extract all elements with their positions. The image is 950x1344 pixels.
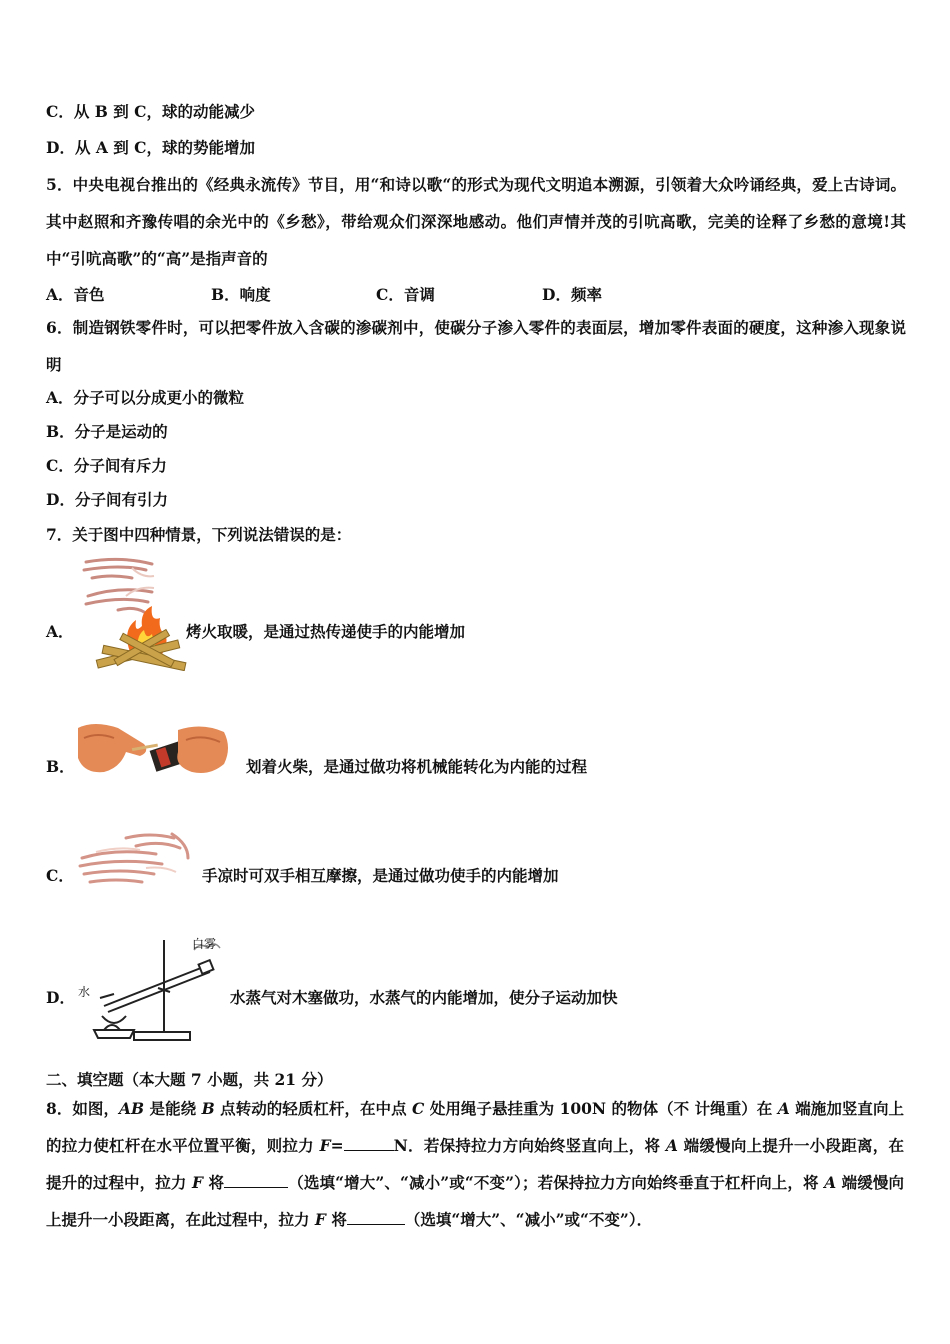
q8-text: 是能绕 <box>144 1099 202 1118</box>
campfire-hands-image <box>82 556 202 671</box>
q8-text: 8．如图， <box>46 1099 119 1118</box>
q7-option-d-text: 水蒸气对木塞做功，水蒸气的内能增加，使分子运动加快 <box>230 988 618 1007</box>
q6-option-b: B．分子是运动的 <box>46 422 168 441</box>
q7-option-c-text: 手凉时可双手相互摩擦，是通过做功使手的内能增加 <box>202 866 559 885</box>
q8-var-b: B <box>201 1099 215 1118</box>
q7-option-b-label: B． <box>46 757 75 776</box>
question-6: 6．制造钢铁零件时，可以把零件放入含碳的渗碳剂中，使碳分子渗入零件的表面层，增加零件表面的硬度，这种渗入现象说明 <box>46 318 906 374</box>
q8-text: N．若保持拉力方向始终竖直向上，将 <box>393 1136 666 1155</box>
q7-option-d-label: D． <box>46 988 75 1007</box>
steam-cork-apparatus-image <box>74 936 224 1044</box>
q8-text: 端缓慢向上提升一小段距离，在提升的过程中，拉力 <box>46 1136 904 1192</box>
q5-option-a: A．音色 <box>46 285 105 304</box>
match-striking-image <box>74 718 234 780</box>
q8-text: = <box>330 1136 344 1155</box>
q5-option-d: D．频率 <box>542 285 602 304</box>
q8-var-a: A <box>777 1099 790 1118</box>
q8-text: （选填“增大”、“减小”或“不变”）；若保持拉力方向始终垂直于杠杆向上，将 <box>288 1173 825 1192</box>
q8-text: 将 <box>325 1210 347 1229</box>
question-7: 7．关于图中四种情景，下列说法错误的是： <box>46 525 352 544</box>
q8-var-f: F <box>314 1210 326 1229</box>
q8-text: （选填“增大”、“减小”或“不变”）． <box>404 1210 653 1229</box>
q7-option-c-label: C． <box>46 866 74 885</box>
water-label: 水 <box>78 985 91 999</box>
q8-var-f: F <box>192 1173 204 1192</box>
option-d-prev: D．从 A 到 C，球的势能增加 <box>46 138 255 157</box>
q6-option-d: D．分子间有引力 <box>46 490 168 509</box>
answer-blank-1[interactable] <box>344 1136 394 1151</box>
q7-option-b-text: 划着火柴，是通过做功将机械能转化为内能的过程 <box>246 757 588 776</box>
answer-blank-2[interactable] <box>224 1173 288 1188</box>
rubbing-hands-image <box>76 828 200 894</box>
q5-option-c: C．音调 <box>376 285 435 304</box>
option-c-prev: C．从 B 到 C，球的动能减少 <box>46 102 255 121</box>
q8-var-a: A <box>665 1136 678 1155</box>
q8-var-f: F <box>319 1136 331 1155</box>
q8-var-a: A <box>824 1173 837 1192</box>
q7-option-a-text: 烤火取暖，是通过热传递使手的内能增加 <box>186 622 466 641</box>
q5-option-b: B．响度 <box>211 285 271 304</box>
q8-var-ab: AB <box>118 1099 145 1118</box>
mist-label: 白雾 <box>192 937 217 951</box>
q7-option-a-label: A． <box>46 622 74 641</box>
q8-text: 端缓慢向上提升一小段距离，在此过程中，拉力 <box>46 1173 904 1229</box>
q8-var-c: C <box>412 1099 425 1118</box>
section-2-title: 二、填空题（本大题 7 小题，共 21 分） <box>46 1070 333 1089</box>
question-5: 5．中央电视台推出的《经典永流传》节目，用“和诗以歌“的形式为现代文明追本溯源，引领着大众吟诵经典，爱上古诗词。其中赵照和齐豫传唱的余光中的《乡愁》，带给观众们深深地感动。他们声情并茂的引吭高歌，完美的诠释了乡愁的意境!其中“引吭高歌”的“高”是指声音的 <box>46 175 906 268</box>
q8-text: 将 <box>203 1173 225 1192</box>
q6-option-c: C．分子间有斥力 <box>46 456 167 475</box>
q8-text: 点转动的轻质杠杆，在中点 <box>214 1099 413 1118</box>
q8-text: 处用绳子悬挂重为 100N 的物体（不 计绳重）在 <box>424 1099 778 1118</box>
answer-blank-3[interactable] <box>347 1210 405 1225</box>
question-8 <box>46 1090 904 1238</box>
q8-text: 端施加竖直向上的拉力使杠杆在水平位置平衡，则拉力 <box>46 1099 904 1155</box>
q6-option-a: A．分子可以分成更小的微粒 <box>46 388 245 407</box>
